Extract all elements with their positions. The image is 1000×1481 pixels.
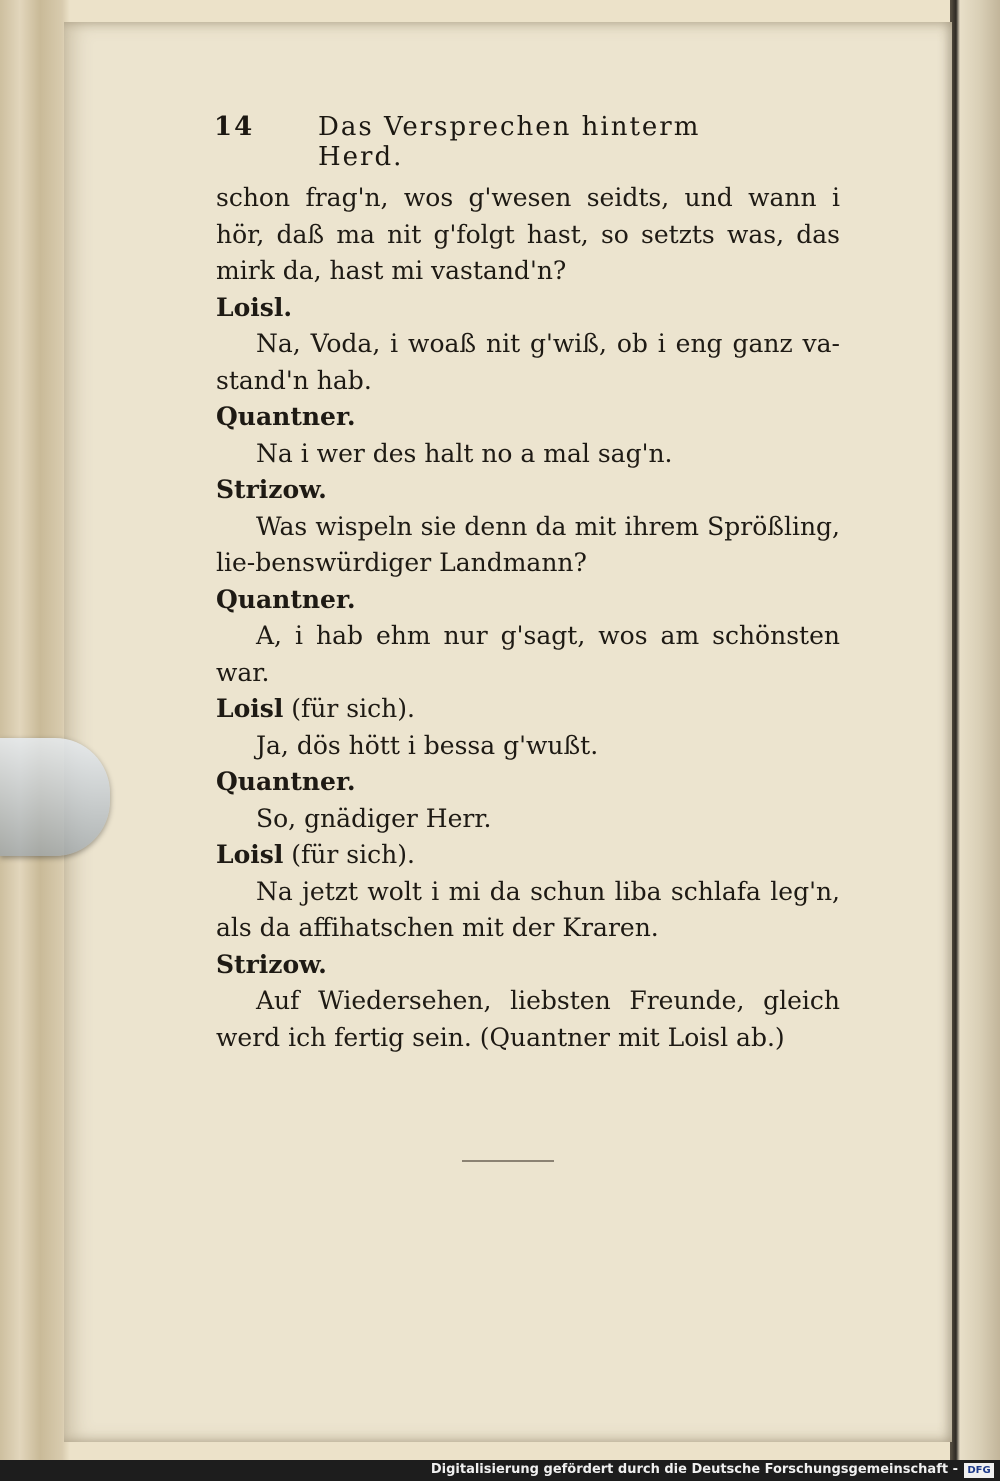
page-number: 14 — [214, 112, 255, 142]
speaker-line — [216, 691, 840, 728]
speaker-name: Quantner. — [216, 402, 356, 431]
page-clip — [0, 738, 110, 856]
paragraph: Na i wer des halt no a mal sag'n. — [256, 438, 673, 468]
page-text — [216, 180, 840, 1056]
stage-direction: (für sich). — [283, 840, 415, 869]
digitization-note: Digitalisierung gefördert durch die Deutsche Forschungsgemeinschaft - — [430, 1462, 958, 1477]
paragraph: Na, Voda, i woaß nit g'wiß, ob i eng ganz va-stand'n hab. — [216, 329, 840, 395]
stage-direction: (für sich). — [283, 694, 415, 723]
paragraph: So, gnädiger Herr. — [256, 803, 492, 833]
speaker-name: Loisl. — [216, 292, 293, 322]
paragraph: A, i hab ehm nur g'sagt, wos am schönsten war. — [216, 621, 840, 687]
speaker-name: Loisl — [216, 694, 284, 723]
speaker-name: Quantner. — [216, 767, 356, 796]
facing-page-edge — [950, 0, 1000, 1481]
speaker-name: Strizow. — [216, 475, 327, 504]
speaker-line — [216, 837, 840, 874]
paragraph: Auf Wiedersehen, liebsten Freunde, gleich werd ich fertig sein. (Quantner mit Loisl ab.) — [216, 986, 840, 1052]
paragraph: Was wispeln sie denn da mit ihrem Sprößling, lie-benswürdiger Landmann? — [216, 511, 840, 577]
speaker-name: Loisl — [216, 840, 284, 869]
footer-bar — [0, 1460, 1000, 1481]
running-title: Das Versprechen hinterm Herd. — [318, 112, 701, 172]
paragraph: schon frag'n, wos g'wesen seidts, und wann i hör, daß ma nit g'folgt hast, so setzts was, das mirk da, hast mi vastand'n? — [216, 183, 840, 285]
paragraph: Ja, dös hött i bessa g'wußt. — [256, 730, 599, 760]
paragraph: Na jetzt wolt i mi da schun liba schlafa leg'n, als da affihatschen mit der Kraren. — [216, 876, 840, 942]
closing-rule — [462, 1160, 554, 1162]
speaker-name: Quantner. — [216, 584, 356, 614]
speaker-name: Strizow. — [216, 949, 327, 979]
dfg-logo: DFG — [964, 1463, 994, 1478]
